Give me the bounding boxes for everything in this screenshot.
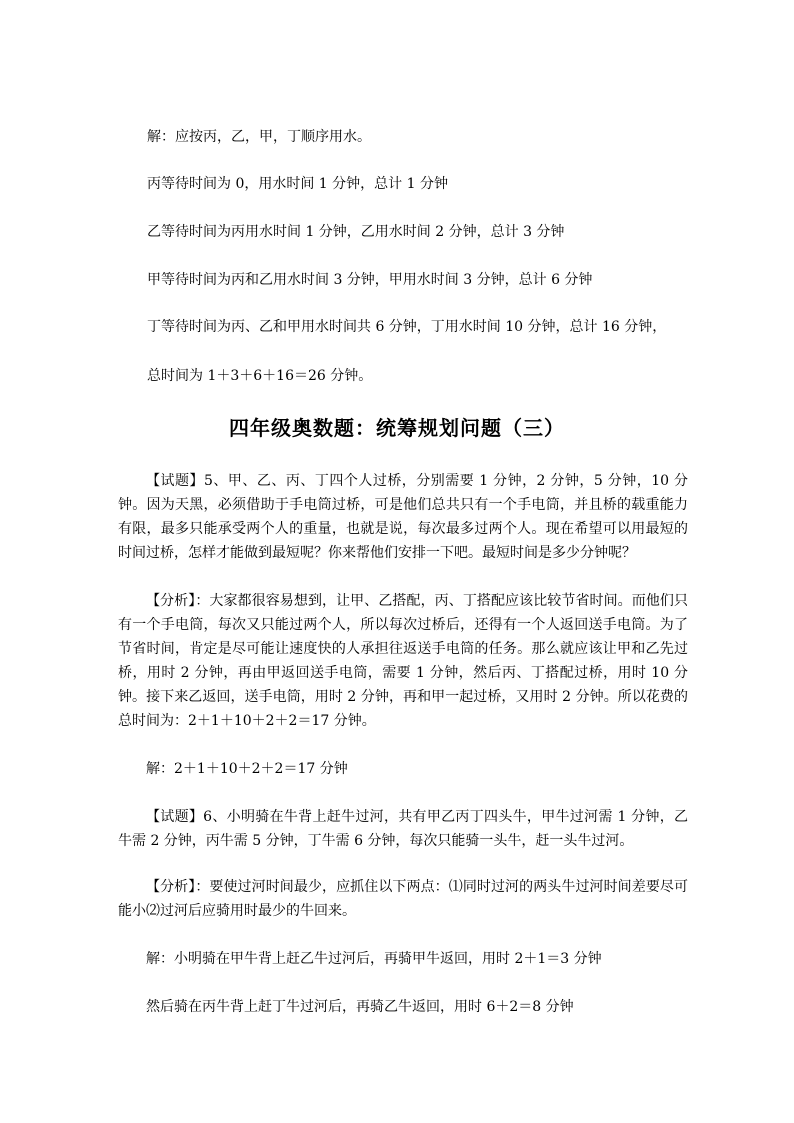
problem-5-question: 【试题】5、甲、乙、丙、丁四个人过桥，分别需要 1 分钟，2 分钟，5 分钟，10 分钟。因为天黑，必须借助于手电筒过桥，可是他们总共只有一个手电筒，并且桥的载重能力有限，最多只能承受两个人的重量，也就是说，每次最多过两个人。现在希望可以用最短的时间过桥，怎样才能做到最短呢？你来帮他们安排一下吧。最短时间是多少分钟呢？: [118, 473, 688, 561]
section-title: 四年级奥数题：统筹规划问题（三）: [229, 416, 565, 440]
problem-6-analysis: 【分析】：要使过河时间最少，应抓住以下两点：⑴同时过河的两头牛过河时间差要尽可能小⑵过河后应骑用时最少的牛回来。: [118, 879, 688, 919]
problem-6-solution-1: 解：小明骑在甲牛背上赶乙牛过河后，再骑甲牛返回，用时 2＋1＝3 分钟: [146, 951, 602, 967]
problem-5-solution: 解：2＋1＋10＋2＋2＝17 分钟: [146, 761, 348, 777]
problem-6-question: 【试题】6、小明骑在牛背上赶牛过河，共有甲乙丙丁四头牛，甲牛过河需 1 分钟，乙牛需 2 分钟，丙牛需 5 分钟，丁牛需 6 分钟，每次只能骑一头牛，赶一头牛过河。: [118, 809, 688, 849]
problem-5-analysis: 【分析】：大家都很容易想到，让甲、乙搭配，丙、丁搭配应该比较节省时间。而他们只有一个手电筒，每次又只能过两个人，所以每次过桥后，还得有一个人返回送手电筒。为了节省时间，肯定是尽可能让速度快的人承担往返送手电筒的任务。那么就应该让甲和乙先过桥，用时 2 分钟，再由甲返回送手电筒，需要 1 分钟，然后丙、丁搭配过桥，用时 10 分钟。接下来乙返回，送手电筒，用时 2 分钟，再和甲一起过桥，又用时 2 分钟。所以花费的总时间为：2＋1＋10＋2＋2＝17 分钟。: [118, 593, 688, 729]
answer-line-6: 总时间为 1＋3＋6＋16＝26 分钟。: [147, 368, 373, 384]
answer-line-1: 解：应按丙，乙，甲，丁顺序用水。: [147, 129, 371, 145]
answer-line-3: 乙等待时间为丙用水时间 1 分钟，乙用水时间 2 分钟，总计 3 分钟: [147, 224, 565, 240]
problem-6-solution-2: 然后骑在丙牛背上赶丁牛过河后，再骑乙牛返回，用时 6＋2＝8 分钟: [146, 999, 574, 1015]
answer-line-2: 丙等待时间为 0，用水时间 1 分钟，总计 1 分钟: [147, 176, 448, 192]
answer-line-4: 甲等待时间为丙和乙用水时间 3 分钟，甲用水时间 3 分钟，总计 6 分钟: [147, 272, 593, 288]
answer-line-5: 丁等待时间为丙、乙和甲用水时间共 6 分钟，丁用水时间 10 分钟，总计 16 分钟，: [147, 319, 667, 335]
